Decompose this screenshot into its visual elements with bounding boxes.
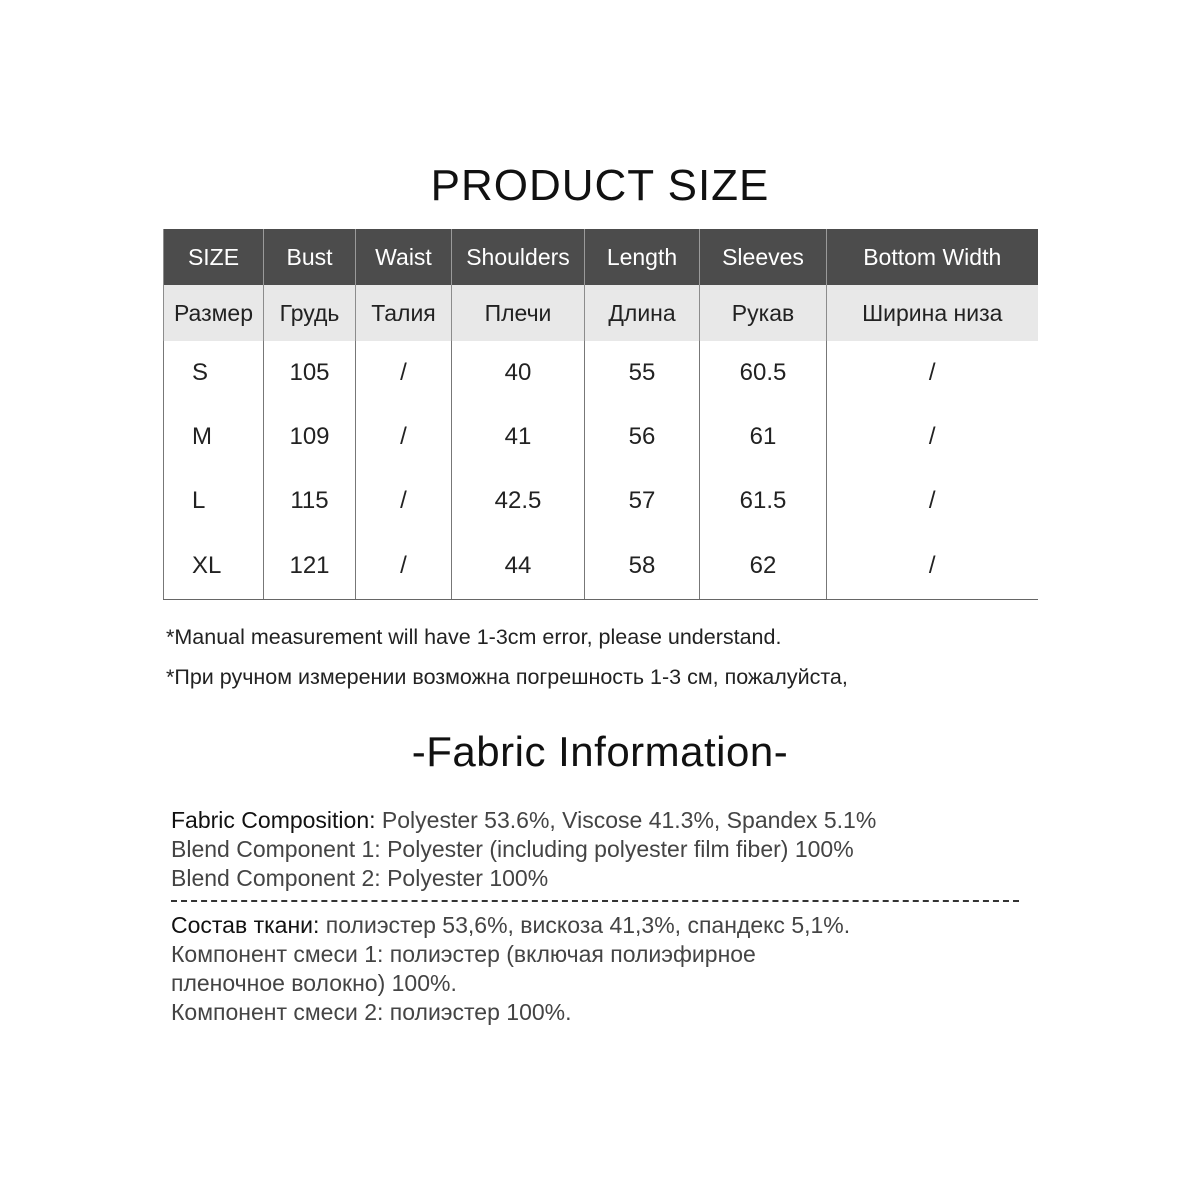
table-row: [164, 405, 1038, 469]
cell-size: S: [164, 341, 264, 405]
dashed-divider: [171, 900, 1019, 902]
col-header-length-ru: Длина: [585, 285, 700, 341]
fabric-info-en: [171, 806, 1031, 893]
col-header-size-ru: Размер: [164, 285, 264, 341]
col-header-shoulders: Shoulders: [452, 229, 585, 285]
col-header-shoulders-ru: Плечи: [452, 285, 585, 341]
blend-component-1: Blend Component 1: Polyester (including polyester film fiber) 100%: [171, 836, 854, 862]
cell-waist: /: [356, 405, 452, 469]
fabric-info-ru: [171, 911, 1031, 1027]
cell-bottom-width: /: [827, 469, 1038, 533]
measurement-note-ru: *При ручном измерении возможна погрешность 1-3 см, пожалуйста,: [166, 665, 848, 689]
cell-length: 57: [585, 469, 700, 533]
cell-size: M: [164, 405, 264, 469]
cell-length: 55: [585, 341, 700, 405]
col-header-waist-ru: Талия: [356, 285, 452, 341]
table-row: [164, 469, 1038, 533]
cell-waist: /: [356, 341, 452, 405]
measurement-note-en: *Manual measurement will have 1-3cm error, please understand.: [166, 625, 782, 649]
cell-bust: 121: [264, 533, 356, 600]
cell-sleeves: 61: [700, 405, 827, 469]
cell-length: 56: [585, 405, 700, 469]
cell-sleeves: 62: [700, 533, 827, 600]
blend-component-2: Blend Component 2: Polyester 100%: [171, 865, 549, 891]
col-header-size: SIZE: [164, 229, 264, 285]
cell-shoulders: 42.5: [452, 469, 585, 533]
table-header-ru: [164, 285, 1038, 341]
cell-bottom-width: /: [827, 533, 1038, 600]
size-table: [163, 229, 1038, 600]
col-header-bust: Bust: [264, 229, 356, 285]
fabric-composition-line: [171, 806, 1031, 835]
fabric-composition-label-ru: Состав ткани:: [171, 912, 320, 938]
fabric-composition-value-ru: полиэстер 53,6%, вискоза 41,3%, спандекс 5,1%.: [319, 912, 851, 938]
cell-shoulders: 41: [452, 405, 585, 469]
table-header-en: [164, 229, 1038, 285]
cell-bottom-width: /: [827, 341, 1038, 405]
col-header-sleeves: Sleeves: [700, 229, 827, 285]
table-row: [164, 533, 1038, 600]
cell-bust: 105: [264, 341, 356, 405]
fabric-title: -Fabric Information-: [411, 728, 789, 775]
cell-bust: 109: [264, 405, 356, 469]
table-row: [164, 341, 1038, 405]
cell-bust: 115: [264, 469, 356, 533]
blend-component-1-ru: Компонент смеси 1: полиэстер (включая полиэфирное: [171, 941, 756, 967]
col-header-bottom-width: Bottom Width: [827, 229, 1038, 285]
col-header-length: Length: [585, 229, 700, 285]
cell-size: L: [164, 469, 264, 533]
blend-component-1-ru-cont: пленочное волокно) 100%.: [171, 970, 457, 996]
cell-size: XL: [164, 533, 264, 600]
page-title: PRODUCT SIZE: [430, 161, 770, 210]
col-header-sleeves-ru: Рукав: [700, 285, 827, 341]
cell-sleeves: 60.5: [700, 341, 827, 405]
cell-shoulders: 40: [452, 341, 585, 405]
fabric-composition-label: Fabric Composition:: [171, 807, 376, 833]
col-header-waist: Waist: [356, 229, 452, 285]
cell-bottom-width: /: [827, 405, 1038, 469]
cell-length: 58: [585, 533, 700, 600]
cell-sleeves: 61.5: [700, 469, 827, 533]
cell-waist: /: [356, 469, 452, 533]
col-header-bust-ru: Грудь: [264, 285, 356, 341]
cell-waist: /: [356, 533, 452, 600]
fabric-composition-line-ru: [171, 911, 1031, 940]
col-header-bottom-width-ru: Ширина низа: [827, 285, 1038, 341]
fabric-composition-value: Polyester 53.6%, Viscose 41.3%, Spandex 5.1%: [375, 807, 877, 833]
cell-shoulders: 44: [452, 533, 585, 600]
blend-component-2-ru: Компонент смеси 2: полиэстер 100%.: [171, 999, 572, 1025]
